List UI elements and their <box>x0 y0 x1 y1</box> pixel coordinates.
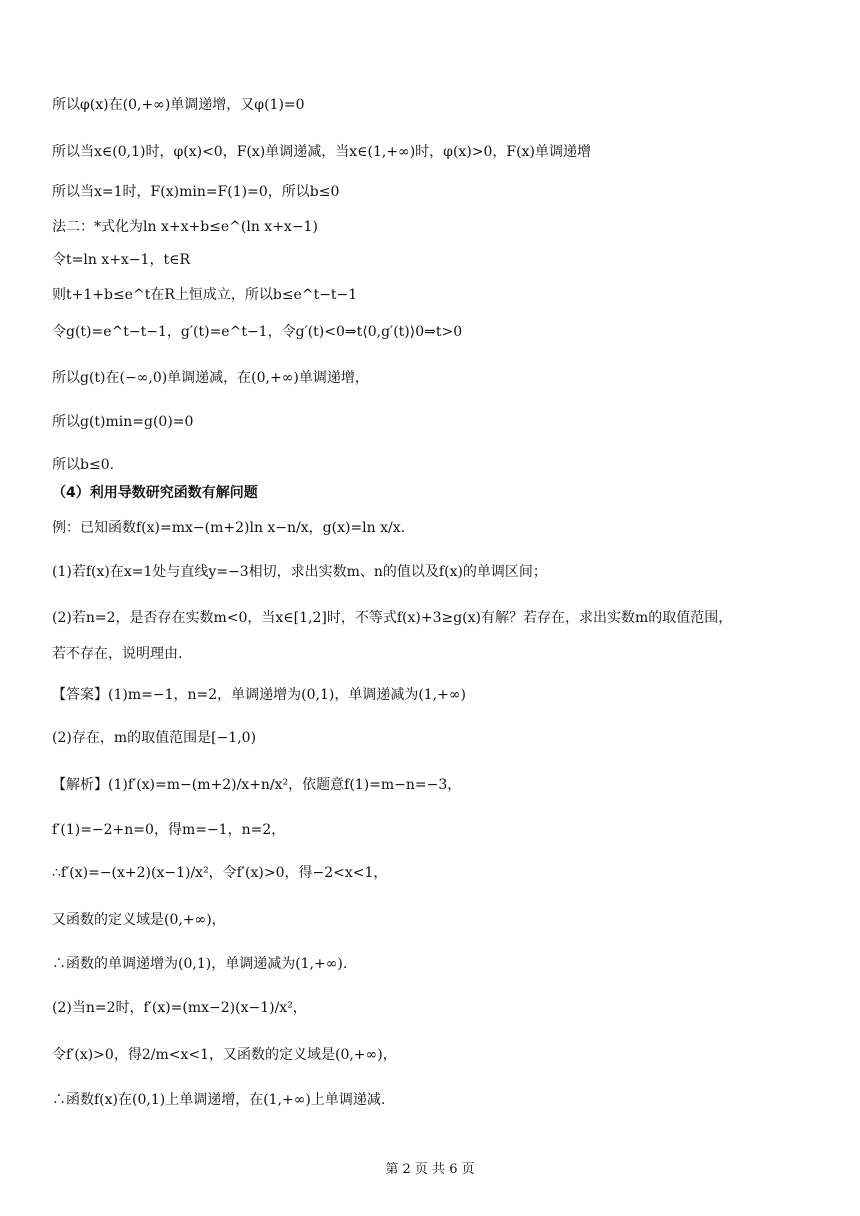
solution-line: ∴函数的单调递增为(0,1)，单调递减为(1,+∞). <box>52 956 348 972</box>
text-line: 所以φ(x)在(0,+∞)单调递增，又φ(1)=0 <box>52 97 305 113</box>
solution-line: ∴f′(x)=−(x+2)(x−1)/x²，令f′(x)>0，得−2<x<1， <box>52 865 388 881</box>
text-line: 所以g(t)min=g(0)=0 <box>52 414 194 430</box>
solution-line: ∴函数f(x)在(0,1)上单调递增，在(1,+∞)上单调递减. <box>52 1092 386 1108</box>
text-line: 则t+1+b≤e^t在R上恒成立，所以b≤e^t−t−1 <box>52 287 358 303</box>
text-line: 令t=ln x+x−1，t∈R <box>52 252 190 268</box>
text-line: 所以当x=1时，F(x)min=F(1)=0，所以b≤0 <box>52 184 340 200</box>
solution-line: f′(1)=−2+n=0，得m=−1，n=2， <box>52 822 286 838</box>
solution-line: 令f′(x)>0，得2/m<x<1，又函数的定义域是(0,+∞)， <box>52 1047 397 1063</box>
section-heading: （4）利用导数研究函数有解问题 <box>52 485 258 501</box>
text-line: 法二：*式化为ln x+x+b≤e^(ln x+x−1) <box>52 219 318 235</box>
solution-line: (2)当n=2时，f′(x)=(mx−2)(x−1)/x²， <box>52 1000 307 1016</box>
text-line: 所以g(t)在(−∞,0)单调递减，在(0,+∞)单调递增， <box>52 370 369 386</box>
question-part-1: (1)若f(x)在x=1处与直线y=−3相切，求出实数m、n的值以及f(x)的单调区间； <box>52 564 547 580</box>
answer-line: (2)存在，m的取值范围是[−1,0) <box>52 730 257 746</box>
solution-line: 又函数的定义域是(0,+∞)， <box>52 912 226 928</box>
text-line: 所以当x∈(0,1)时，φ(x)<0，F(x)单调递减，当x∈(1,+∞)时，φ(x)>0，F(x)单调递增 <box>52 144 591 160</box>
question-part-2: (2)若n=2，是否存在实数m<0，当x∈[1,2]时，不等式f(x)+3≥g(x)有解？若存在，求出实数m的取值范围， <box>52 610 733 626</box>
text-line: 令g(t)=e^t−t−1，g′(t)=e^t−1，令g′(t)<0⇒t⟨0,g′(t)⟩0⇒t>0 <box>52 324 463 340</box>
example-line: 例：已知函数f(x)=mx−(m+2)ln x−n/x，g(x)=ln x/x. <box>52 520 406 536</box>
text-line: 若不存在，说明理由. <box>52 646 183 662</box>
answer-line: 【答案】(1)m=−1，n=2，单调递增为(0,1)，单调递减为(1,+∞) <box>52 687 466 703</box>
solution-line: 【解析】(1)f′(x)=m−(m+2)/x+n/x²，依题意f(1)=m−n=−3， <box>52 777 462 793</box>
page-footer: 第 2 页 共 6 页 <box>385 1162 475 1177</box>
text-line: 所以b≤0. <box>52 457 115 473</box>
